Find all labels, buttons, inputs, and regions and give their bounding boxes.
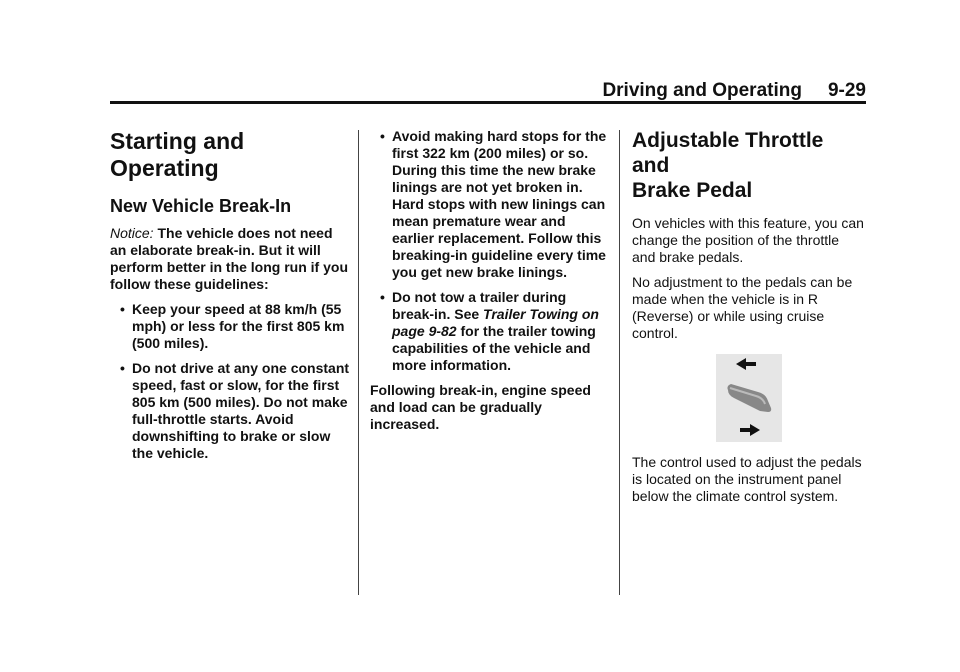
trailer-towing-link[interactable]: Trailer Towing on page 9-82 <box>392 306 599 339</box>
page-header <box>110 80 866 102</box>
subsection-heading: New Vehicle Break-In <box>110 196 292 216</box>
notice-label: Notice: <box>110 225 154 241</box>
notice-text: The vehicle does not need an elaborate break-in. But it will perform better in the long run if you follow these guidelines: <box>110 225 348 292</box>
closing-paragraph: Following break-in, engine speed and load can be gradually increased. <box>370 382 591 432</box>
adjustable-pedal-heading: Adjustable Throttle and Brake Pedal <box>632 129 824 202</box>
column-2 <box>370 128 610 441</box>
list-item: • Avoid making hard stops for the first 322 km (200 miles) or so. During this time the new brake linings are not yet broken in. Hard stops with new linings can mean premature wear and earlier replacement. Follow this breaking-in guideline every time you get new brake linings. <box>380 128 607 280</box>
pedal-paragraph-2: No adjustment to the pedals can be made when the vehicle is in R (Reverse) or while using cruise control. <box>632 274 853 341</box>
list-item: • Do not drive at any one constant speed, fast or slow, for the first 805 km (500 miles). Do not make full-throttle starts. Avoid downshifting to brake or slow the vehicle. <box>120 360 350 461</box>
pedal-paragraph-1: On vehicles with this feature, you can change the position of the throttle and brake pedals. <box>632 215 864 265</box>
column-divider-1 <box>358 130 359 595</box>
bullet: • <box>380 128 385 144</box>
section-title: Driving and Operating <box>602 80 802 101</box>
pedal-paragraph-3: The control used to adjust the pedals is located on the instrument panel below the climate control system. <box>632 454 862 504</box>
column-1 <box>110 128 350 470</box>
list-item: • Keep your speed at 88 km/h (55 mph) or less for the first 805 km (500 miles). <box>120 301 345 351</box>
notice-paragraph <box>110 225 350 293</box>
page-number: 9-29 <box>827 80 866 101</box>
bullet: • <box>120 301 125 317</box>
list-item: • Do not tow a trailer during break-in. See Trailer Towing on page 9-82 for the trailer towing capabilities of the vehicle and more information. <box>380 289 599 373</box>
bullet: • <box>380 289 385 305</box>
column-divider-2 <box>619 130 620 595</box>
column-3 <box>632 128 864 513</box>
bullet: • <box>120 360 125 376</box>
header-rule <box>110 101 866 104</box>
break-in-list <box>110 301 350 462</box>
break-in-list-continued <box>370 128 610 374</box>
section-heading: Starting and Operating <box>110 128 245 181</box>
pedal-adjust-icon <box>716 354 782 442</box>
